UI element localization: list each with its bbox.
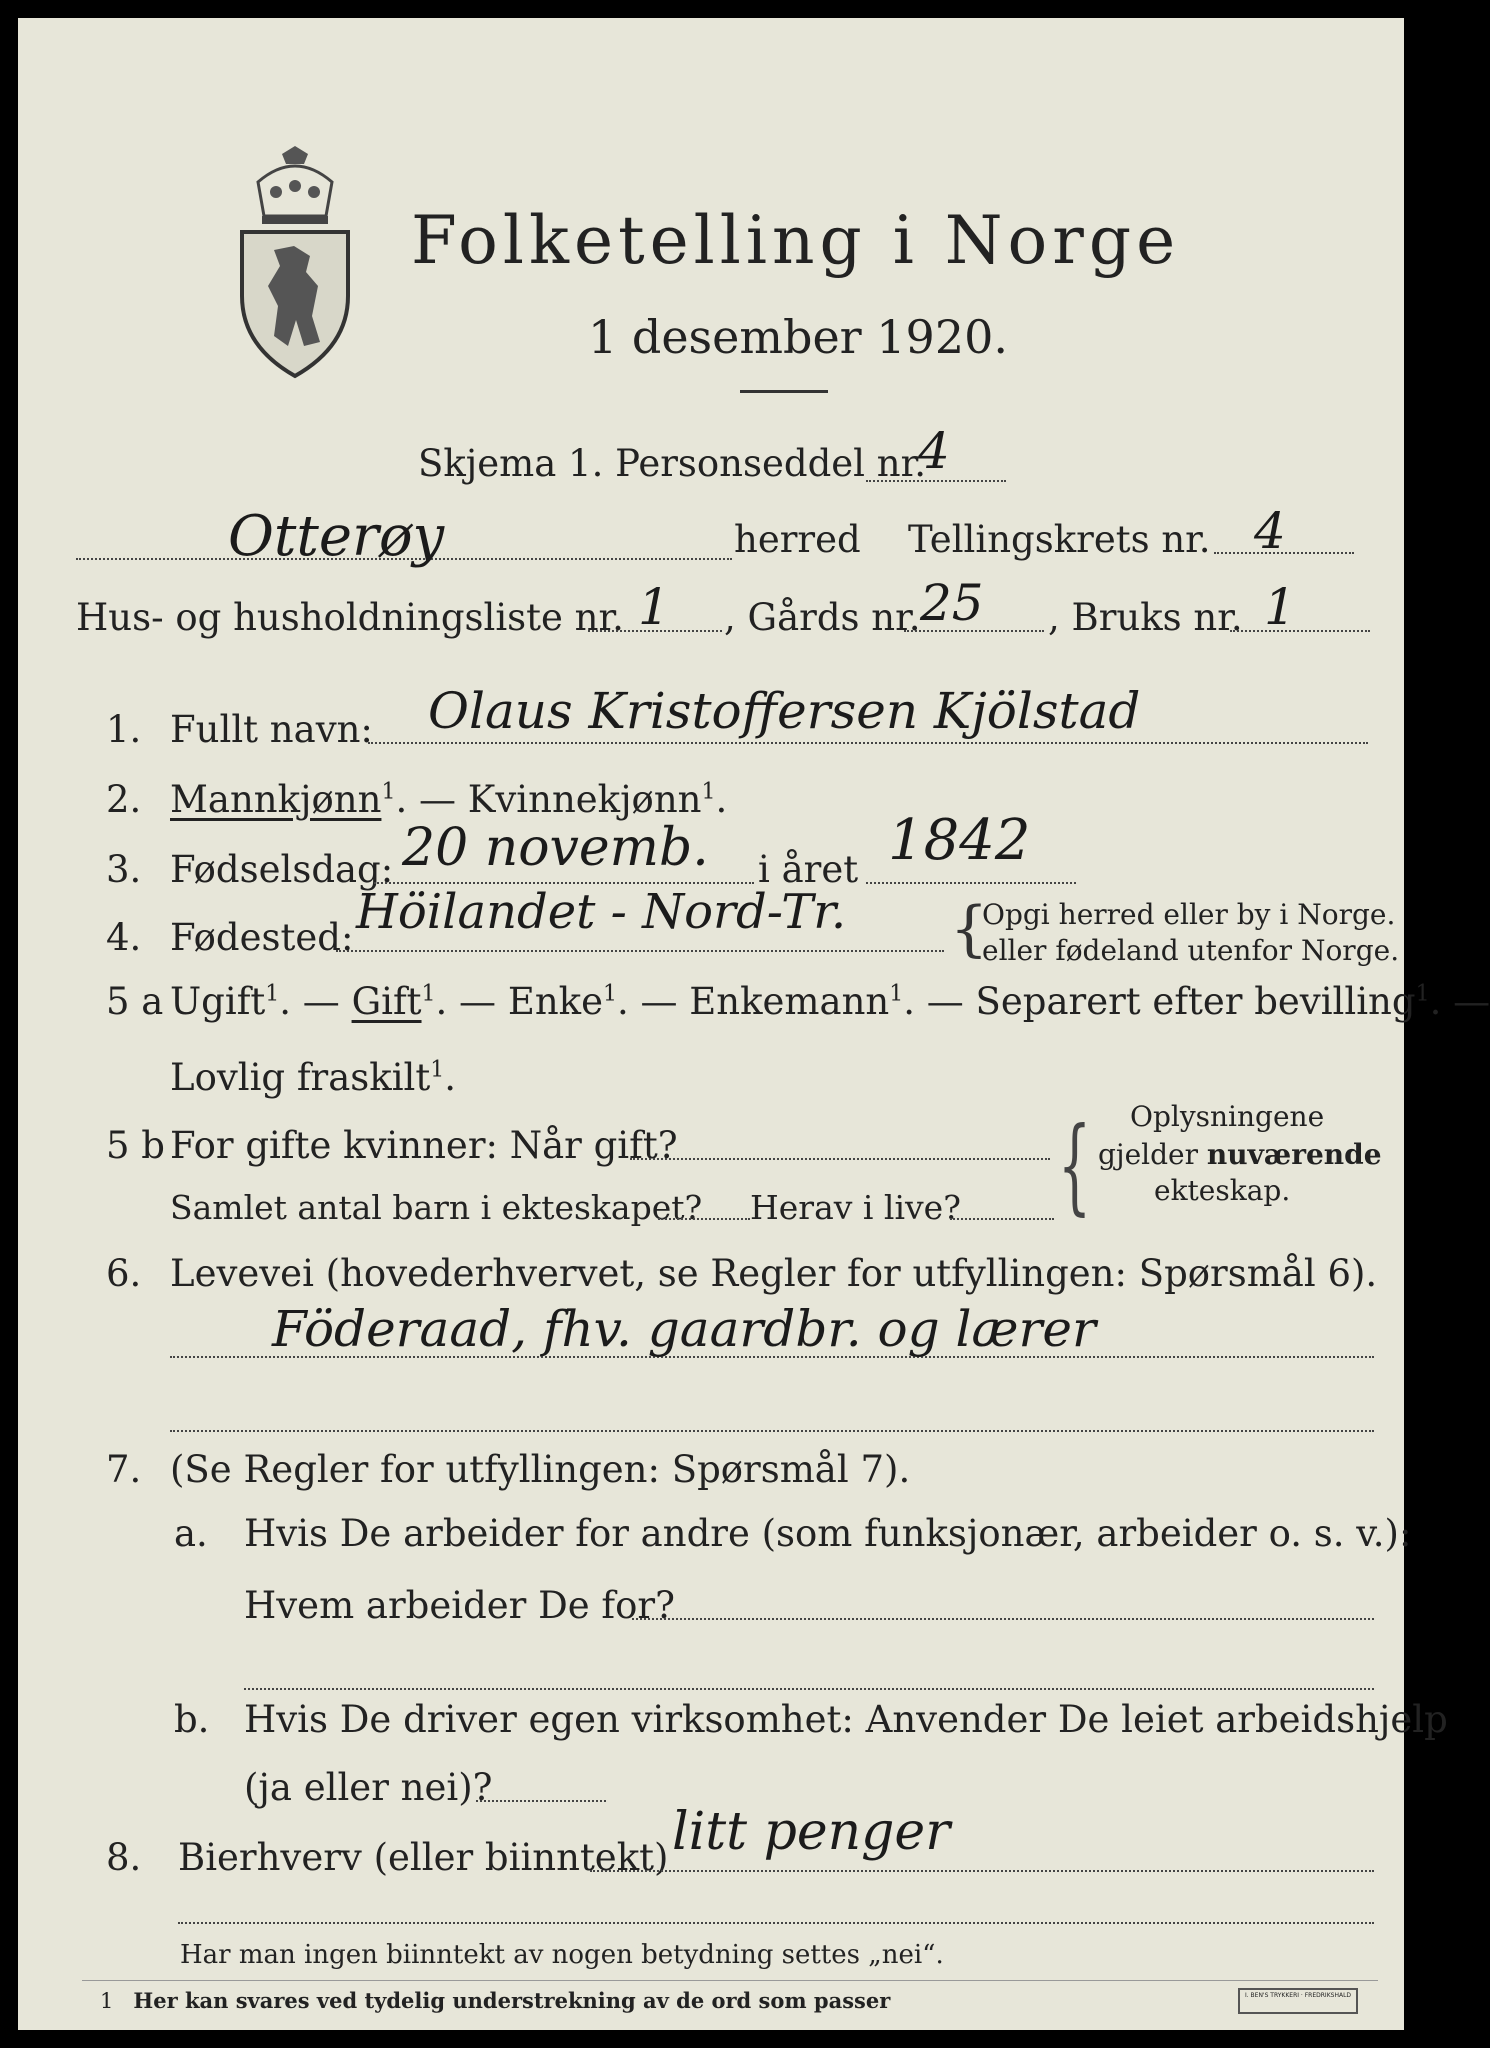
title-divider: [740, 390, 828, 393]
q5a-enkemann-option[interactable]: Enkemann: [689, 980, 890, 1023]
q7b-letter: b.: [174, 1698, 210, 1741]
q7a-field-line1: [632, 1618, 1374, 1620]
q8-label: Bierhverv (eller biinntekt): [178, 1836, 669, 1879]
q5b-label: For gifte kvinner: Når gift?: [170, 1124, 678, 1167]
q5a-gift-option[interactable]: Gift: [351, 980, 422, 1023]
q7-number: 7.: [106, 1448, 142, 1491]
q4-note-line1: Opgi herred eller by i Norge.: [982, 898, 1396, 931]
footnote-divider: [82, 1980, 1378, 1981]
q6-value: Föderaad, fhv. gaardbr. og lærer: [272, 1300, 1096, 1358]
q4-value: Höilandet - Nord-Tr.: [356, 884, 847, 940]
q4-label: Fødested:: [170, 916, 354, 959]
q5b-gift-field-line: [630, 1158, 1050, 1160]
biinntekt-note: Har man ingen biinntekt av nogen betydning settes „nei“.: [180, 1940, 944, 1970]
form-title: Folketelling i Norge: [411, 202, 1181, 279]
census-date: 1 desember 1920.: [588, 310, 1008, 364]
census-form: [18, 18, 1490, 2030]
q5b-note-line1: Oplysningene: [1130, 1100, 1325, 1133]
q5a-fraskilt-option[interactable]: Lovlig fraskilt: [170, 1056, 431, 1099]
q5b-number: 5 b: [106, 1124, 165, 1167]
q7a-letter: a.: [174, 1512, 208, 1555]
q3-label: Fødselsdag:: [170, 848, 394, 891]
q7-label: (Se Regler for utfyllingen: Spørsmål 7).: [170, 1448, 911, 1491]
q8-field-line1: [590, 1870, 1374, 1872]
q8-field-line2: [178, 1922, 1374, 1924]
bruks-field-line: [1230, 630, 1370, 632]
q5a-options: Ugift$^1$. — Gift$^1$. — Enke$^1$. — Enkemann$^1$. — Separert efter bevilling$^1$. —: [170, 980, 1490, 1023]
printer-stamp: I. BEN'S TRYKKERI · FREDRIKSHALD: [1238, 1988, 1358, 2014]
q1-number: 1.: [106, 708, 142, 751]
tellingskrets-value: 4: [1254, 502, 1286, 560]
personseddel-field-line: [866, 480, 1006, 482]
herred-value: Otterøy: [228, 504, 445, 569]
q3-day-value: 20 novemb.: [402, 818, 709, 878]
bruks-label: , Bruks nr.: [1048, 596, 1243, 639]
q2-options: Mannkjønn$^1$. — Kvinnekjønn$^1$.: [170, 778, 728, 821]
q5a-fraskilt-row: Lovlig fraskilt$^1$.: [170, 1056, 457, 1099]
gards-value: 25: [920, 574, 984, 632]
q5b-alive-field-line: [950, 1218, 1054, 1220]
q3-year-label: i året: [758, 848, 859, 891]
q5a-enke-option[interactable]: Enke: [507, 980, 603, 1023]
footnote: 1 Her kan svares ved tydelig understrekning av de ord som passer: [100, 1988, 891, 2013]
husliste-value: 1: [638, 578, 670, 636]
q7b-question: (ja eller nei)?: [244, 1766, 493, 1809]
q7b-label: Hvis De driver egen virksomhet: Anvender De leiet arbeidshjelp: [244, 1698, 1448, 1741]
q5b-alive-label: Herav i live?: [750, 1188, 961, 1227]
q5a-separert-option[interactable]: Separert efter bevilling: [975, 980, 1416, 1023]
q5b-children-field-line: [658, 1218, 750, 1220]
q3-year-field-line: [866, 882, 1076, 884]
q2-kvinnekjonn-option[interactable]: Kvinnekjønn: [467, 778, 702, 821]
q5b-note-line2: gjelder nuværende: [1098, 1138, 1382, 1171]
q8-number: 8.: [106, 1836, 142, 1879]
q4-note-line2: eller fødeland utenfor Norge.: [982, 934, 1400, 967]
q8-value: litt penger: [672, 1802, 951, 1862]
herred-label: herred: [734, 518, 861, 561]
q7a-field-line2: [244, 1688, 1374, 1690]
q2-number: 2.: [106, 778, 142, 821]
q7a-question: Hvem arbeider De for?: [244, 1584, 675, 1627]
skjema-label: Skjema 1. Personseddel nr.: [418, 442, 926, 485]
q7a-label: Hvis De arbeider for andre (som funksjonær, arbeider o. s. v.):: [244, 1512, 1412, 1555]
q6-number: 6.: [106, 1252, 142, 1295]
q4-field-line: [336, 950, 944, 952]
q6-label: Levevei (hovederhvervet, se Regler for utfyllingen: Spørsmål 6).: [170, 1252, 1378, 1295]
personseddel-value: 4: [918, 422, 950, 480]
q2-mannkjonn-option[interactable]: Mannkjønn: [170, 778, 382, 821]
q6-field-line2: [170, 1430, 1374, 1432]
q1-field-line: [368, 742, 1368, 744]
q1-value: Olaus Kristoffersen Kjölstad: [428, 682, 1141, 740]
q7b-field-line: [476, 1800, 606, 1802]
tellingskrets-label: Tellingskrets nr.: [908, 518, 1211, 561]
q3-number: 3.: [106, 848, 142, 891]
q5b-note-line3: ekteskap.: [1154, 1174, 1291, 1207]
q5a-ugift-option[interactable]: Ugift: [170, 980, 266, 1023]
q4-number: 4.: [106, 916, 142, 959]
q5b-note-brace: {: [1058, 1104, 1092, 1226]
bruks-value: 1: [1264, 578, 1296, 636]
husliste-label: Hus- og husholdningsliste nr.: [76, 596, 624, 639]
q1-label: Fullt navn:: [170, 708, 373, 751]
gards-label: , Gårds nr.: [724, 596, 921, 639]
q3-year-value: 1842: [888, 808, 1031, 873]
q5a-number: 5 a: [106, 980, 164, 1023]
q4-note-brace: {: [950, 894, 989, 964]
q5b-children-label: Samlet antal barn i ekteskapet?: [170, 1188, 703, 1227]
coat-of-arms-icon: [234, 146, 356, 378]
